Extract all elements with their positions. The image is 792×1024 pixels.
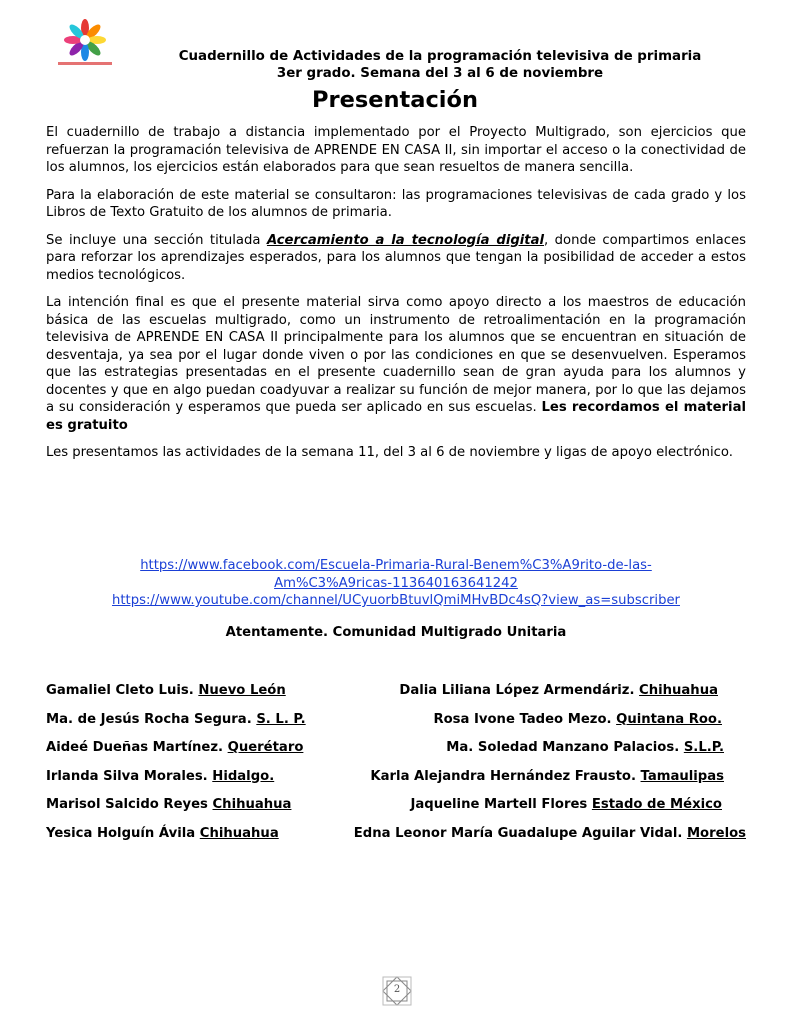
page-number-ornament xyxy=(378,972,416,1010)
author-state: Hidalgo. xyxy=(212,768,275,784)
author-name: Marisol Salcido Reyes xyxy=(46,797,213,812)
paragraph-3-end: , donde compartimos enlaces para reforzar los aprendizajes esperados, para los alumnos que tengan la posibilidad de acceder a estos medios tecnológicos. xyxy=(46,232,746,283)
author-state: Querétaro xyxy=(227,740,304,755)
author-state: Chihuahua xyxy=(199,825,279,841)
paragraph-3 xyxy=(46,232,746,285)
paragraph-1: El cuadernillo de trabajo a distancia implementado por el Proyecto Multigrado, son ejercicios que refuerzan la programación televisiva de APRENDE EN CASA II, sin importar el acceso o la conectividad de los alumnos, los ejercicios están elaborados para que sean resueltos de manera sencilla. xyxy=(46,125,746,175)
author-state: Morelos xyxy=(686,825,746,841)
paragraph-4 xyxy=(46,294,746,434)
author-name: Edna Leonor María Guadalupe Aguilar Vidal. xyxy=(353,825,687,841)
authors-list xyxy=(46,683,746,854)
author-name: Dalia Liliana López Armendáriz. xyxy=(399,683,640,698)
author-state: Nuevo León xyxy=(198,683,286,698)
author-name: Rosa Ivone Tadeo Mezo. xyxy=(433,711,617,727)
author-name: Karla Alejandra Hernández Frausto. xyxy=(370,768,641,784)
header-line-2: 3er grado. Semana del 3 al 6 de noviembre xyxy=(276,66,604,81)
author-row xyxy=(46,683,746,712)
author-row xyxy=(46,712,746,741)
author-state: Chihuahua xyxy=(639,683,718,698)
author-state: Tamaulipas xyxy=(640,768,724,784)
author-name: Gamaliel Cleto Luis. xyxy=(46,683,199,698)
author-state: Quintana Roo. xyxy=(616,711,722,727)
author-name: Ma. de Jesús Rocha Segura. xyxy=(46,711,257,727)
author-row xyxy=(46,826,746,855)
support-links xyxy=(46,557,746,610)
author-name: Aideé Dueñas Martínez. xyxy=(46,740,228,755)
project-logo xyxy=(52,18,118,70)
page-number: 2 xyxy=(393,984,401,995)
author-name: Ma. Soledad Manzano Palacios. xyxy=(446,740,684,755)
document-header xyxy=(140,48,740,82)
author-state: S. L. P. xyxy=(256,711,306,727)
digital-technology-section-link[interactable]: Acercamiento a la tecnología digital xyxy=(266,232,545,248)
author-name: Irlanda Silva Morales. xyxy=(46,768,213,784)
author-row xyxy=(46,769,746,798)
author-state: Estado de México xyxy=(591,797,722,812)
author-row xyxy=(46,797,746,826)
facebook-link-line-1[interactable]: https://www.facebook.com/Escuela-Primaria-Rural-Benem%C3%A9rito-de-las- xyxy=(140,558,652,573)
author-name: Jaqueline Martell Flores xyxy=(410,797,592,812)
page-title: Presentación xyxy=(312,87,478,113)
presentation-body xyxy=(46,124,746,472)
header-line-1: Cuadernillo de Actividades de la programación televisiva de primaria xyxy=(178,49,702,64)
author-state: S.L.P. xyxy=(683,740,724,755)
youtube-link[interactable]: https://www.youtube.com/channel/UCyuorbBtuvlQmiMHvBDc4sQ?view_as=subscriber xyxy=(112,593,680,608)
author-name: Yesica Holguín Ávila xyxy=(46,825,200,841)
paragraph-5: Les presentamos las actividades de la semana 11, del 3 al 6 de noviembre y ligas de apoyo electrónico. xyxy=(46,445,733,460)
author-row xyxy=(46,740,746,769)
paragraph-3-start: Se incluye una sección titulada xyxy=(46,232,267,248)
regards-line: Atentamente. Comunidad Multigrado Unitaria xyxy=(225,625,567,640)
paragraph-2: Para la elaboración de este material se consultaron: las programaciones televisivas de cada grado y los Libros de Texto Gratuito de los alumnos de primaria. xyxy=(46,187,746,220)
paragraph-4-text: La intención final es que el presente material sirva como apoyo directo a los maestros de educación básica de las escuelas multigrado, como un instrumento de retroalimentación en la programación televisiva de APRENDE EN CASA II principalmente para los alumnos que se encuentran en situación de desventaja, ya sea por el lugar donde viven o por las condiciones en que se desenvuelven. Esperamos que las estrategias presentadas en el presente cuadernillo sean de gran ayuda para los alumnos y docentes y que en algo puedan coadyuvar a realizar su función de mejor manera, por lo que las dejamos a su consideración y esperamos que pueda ser aplicado en sus escuelas. xyxy=(46,295,746,415)
author-state: Chihuahua xyxy=(212,797,292,812)
free-material-note: Les recordamos el material es gratuito xyxy=(46,400,746,433)
facebook-link-line-2[interactable]: Am%C3%A9ricas-113640163641242 xyxy=(274,575,518,591)
